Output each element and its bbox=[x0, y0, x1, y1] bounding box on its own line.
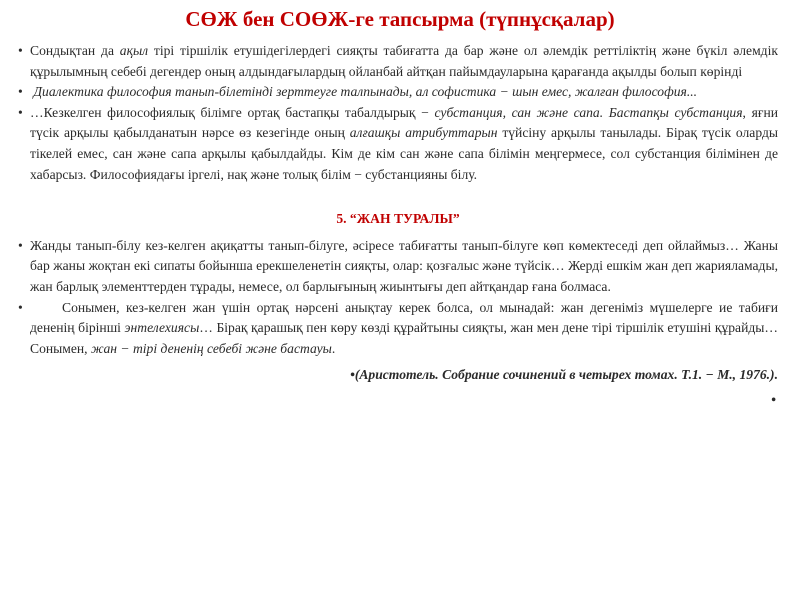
paragraph-3-text-3: түйсіну арқылы танылады. Бірақ түсік оларды тікелей емес, сан және сапа арқылы қабылдайды. Кім де кім сан және сапа білімін меңгермесе, сол субстанция білімінен де хабарсыз. Философиядағы іргелі, нақ және толық білім − субстанцияны білу. bbox=[30, 125, 779, 182]
paragraph-3 bbox=[18, 103, 778, 185]
bullet: • bbox=[18, 43, 23, 58]
paragraph-1-italic-1: ақыл bbox=[119, 43, 149, 58]
paragraph-4-text-1: Жанды танып-білу кез-келген ақиқатты танып-білуге, әсіресе табиғатты танып-білуге көп көмектеседі деп ойлаймыз… Жаны бар жаны жоқтан екі сипаты бойынша ерекшеленетін сияқты, олар: қозғалыс және түйсік… Жерді ешкім жан деп жарияламады, жан барлық элементтерден тұрады, немесе, ол барлығының жиынтығы деп айтқандар ғана болмаса. bbox=[30, 237, 778, 294]
paragraph-2-italic-1: Диалектика философия танып-білетінді зерттеуге талпынады, ал софистика − шын емес, жалған философия... bbox=[33, 84, 698, 100]
paragraph-3-text-2: , яғни түсік арқылы қабылданатын нәрсе өз кезегінде оның bbox=[30, 104, 778, 141]
spacer bbox=[18, 185, 778, 205]
paragraph-1-text-2: тірі тіршілік етушідегілердегі сияқты табиғатта да бар және ол әлемдік реттіліктің және бүкіл әлемдік құрылымның себебі дегендер оның алдындағылардың ойланбай айтқан пайымдауларына қарағанда ақылды болып көрінді bbox=[30, 43, 778, 79]
bullet: • bbox=[18, 299, 23, 315]
bullet: • bbox=[18, 84, 23, 100]
trailing-bullet: • bbox=[771, 391, 776, 407]
paragraph-5 bbox=[18, 298, 778, 360]
bullet: • bbox=[18, 104, 23, 120]
paragraph-3-italic-1: субстанция, сан және сапа. Бастапқы субстанция bbox=[434, 104, 743, 120]
paragraph-2 bbox=[18, 82, 778, 103]
bullet: • bbox=[18, 237, 23, 253]
paragraph-4 bbox=[18, 236, 778, 298]
paragraph-1 bbox=[18, 41, 778, 82]
paragraph-5-text-2: … Бірақ қарашық пен көру көзді құрайтыны сияқты, жан мен дене тірі тіршілік етушіні құрайды… Сонымен, bbox=[30, 320, 778, 356]
page-title: СӨЖ бен СОӨЖ-ге тапсырма (түпнұсқалар) bbox=[185, 7, 615, 31]
paragraph-3-italic-2: алғашқы атрибуттарын bbox=[349, 125, 498, 141]
paragraph-1-text-1: Сондықтан да bbox=[30, 43, 120, 58]
paragraph-5-text-1: Сонымен, кез-келген жан үшін ортақ нәрсені анықтау керек болса, ол мынадай: жан дегеніміз мүшелерге ие табиғи дененің бірінші bbox=[30, 299, 778, 336]
section-5-title: 5. “ЖАН ТУРАЛЫ” bbox=[336, 211, 460, 227]
document-body bbox=[18, 41, 778, 411]
paragraph-5-text-3: . bbox=[331, 340, 336, 356]
paragraph-5-italic-2: жан − тірі дененің себебі және бастауы bbox=[90, 340, 332, 356]
paragraph-3-text-1: …Кезкелген философиялық білімге ортақ бастапқы табалдырық − bbox=[30, 104, 435, 120]
reference-citation: •(Аристотель. Собрание сочинений в четырех томах. Т.1. − М., 1976.). bbox=[350, 367, 778, 383]
paragraph-5-italic-1: энтелехиясы bbox=[124, 320, 200, 336]
